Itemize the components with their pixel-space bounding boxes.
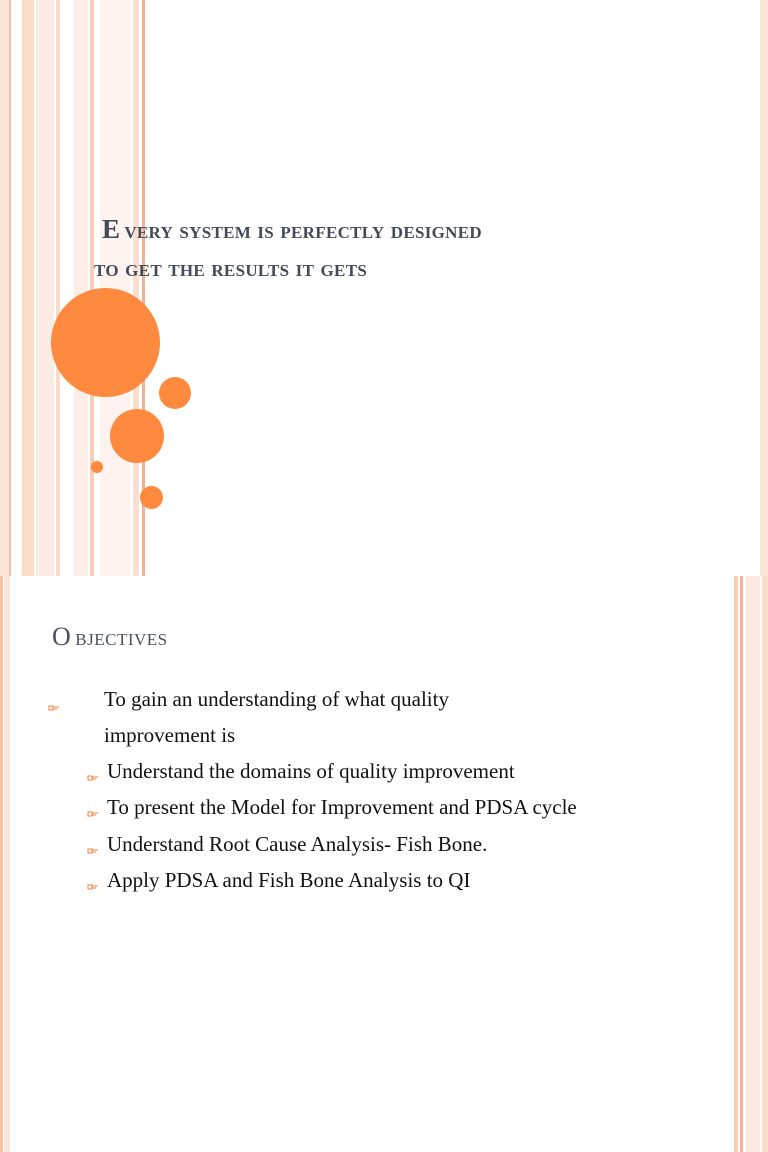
title-line-1-text: very system is perfectly designed bbox=[124, 218, 482, 244]
small-orange-circle bbox=[159, 377, 191, 409]
slide-heading bbox=[52, 622, 168, 652]
medium-orange-circle bbox=[110, 409, 164, 463]
decorative-stripe bbox=[133, 0, 139, 576]
decorative-stripe bbox=[760, 0, 768, 576]
decorative-stripe bbox=[740, 576, 743, 1152]
pointing-hand-icon bbox=[48, 704, 60, 712]
title-line-1 bbox=[94, 210, 694, 250]
list-item: Apply PDSA and Fish Bone Analysis to QI bbox=[107, 868, 471, 892]
decorative-stripe bbox=[90, 0, 94, 576]
decorative-stripe bbox=[762, 576, 768, 1152]
list-item: To present the Model for Improvement and PDSA cycle bbox=[107, 795, 577, 819]
small-orange-circle bbox=[140, 486, 163, 509]
pointing-hand-icon bbox=[87, 810, 99, 818]
decorative-stripe bbox=[74, 0, 88, 576]
list-item bbox=[104, 681, 449, 753]
decorative-stripe bbox=[0, 0, 9, 576]
list-item: Understand the domains of quality improvement bbox=[107, 759, 515, 783]
list-item-line: improvement is bbox=[104, 723, 236, 747]
decorative-stripe bbox=[56, 0, 60, 576]
decorative-stripe bbox=[0, 576, 3, 1152]
pointing-hand-icon bbox=[87, 774, 99, 782]
slide-title bbox=[94, 210, 694, 288]
title-drop-cap: E bbox=[102, 214, 121, 244]
list-item: Understand Root Cause Analysis- Fish Bone. bbox=[107, 832, 488, 856]
title-line-2: to get the results it gets bbox=[94, 256, 368, 282]
decorative-stripe bbox=[746, 576, 760, 1152]
tiny-orange-circle bbox=[91, 461, 103, 473]
decorative-stripe bbox=[36, 0, 54, 576]
large-orange-circle bbox=[51, 288, 160, 397]
decorative-stripe bbox=[22, 0, 34, 576]
decorative-stripe bbox=[4, 576, 10, 1152]
heading-drop-cap: O bbox=[52, 622, 72, 651]
pointing-hand-icon bbox=[87, 847, 99, 855]
pointing-hand-icon bbox=[87, 883, 99, 891]
decorative-stripe bbox=[734, 576, 738, 1152]
list-item-line: To gain an understanding of what quality bbox=[104, 687, 449, 711]
decorative-stripe bbox=[9, 0, 11, 576]
heading-text: bjectives bbox=[75, 625, 168, 651]
